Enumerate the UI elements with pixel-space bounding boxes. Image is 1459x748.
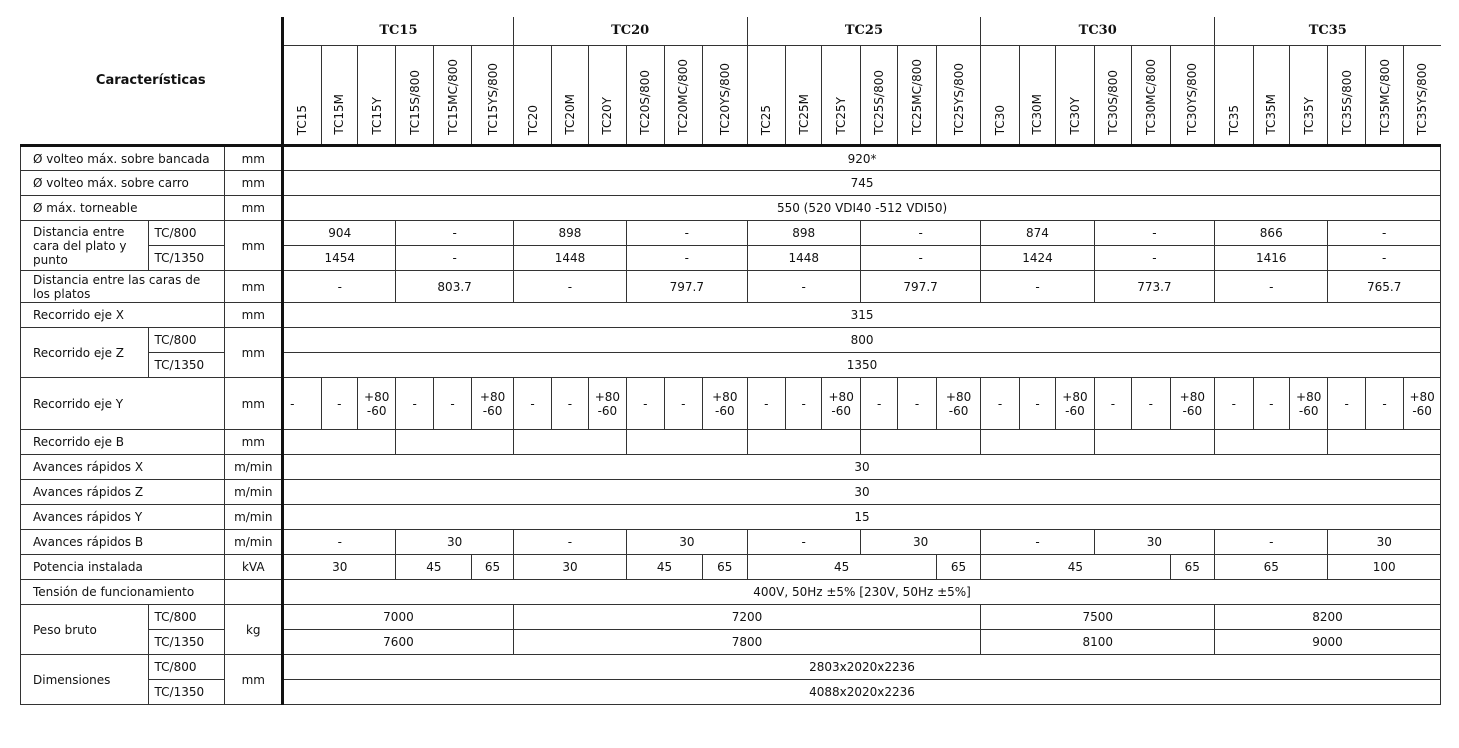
- cell-value: 30: [396, 530, 513, 555]
- table-row: [21, 530, 1441, 555]
- row-unit: kg: [225, 605, 283, 655]
- row-label: Recorrido eje X: [21, 303, 225, 328]
- cell-value: -: [981, 378, 1019, 430]
- model-header: TC25S/800: [860, 46, 897, 146]
- cell-value: -: [898, 378, 936, 430]
- cell-value: 898: [747, 221, 860, 246]
- row-label: Peso bruto: [21, 605, 149, 655]
- group-header: TC15: [283, 17, 514, 46]
- cell-value: -: [860, 378, 897, 430]
- cell-value: 100: [1328, 555, 1441, 580]
- model-header: TC30: [981, 46, 1019, 146]
- cell-value: -: [860, 221, 980, 246]
- row-label: Avances rápidos Z: [21, 480, 225, 505]
- table-row: [21, 480, 1441, 505]
- cell-value: -: [747, 378, 785, 430]
- table-row: [21, 378, 1441, 430]
- cell-value: -: [513, 530, 626, 555]
- cell-value: 30: [283, 555, 396, 580]
- table-row: [21, 146, 1441, 171]
- table-row: [21, 580, 1441, 605]
- cell-value: -: [1253, 378, 1289, 430]
- table-row: [21, 505, 1441, 530]
- cell-value: 30: [283, 455, 1441, 480]
- model-header: TC25M: [786, 46, 822, 146]
- model-header: TC15Y: [357, 46, 395, 146]
- cell-value: -: [513, 378, 551, 430]
- row-label: Recorrido eje B: [21, 430, 225, 455]
- cell-value: -: [1094, 378, 1131, 430]
- row-sublabel: TC/800: [148, 328, 225, 353]
- cell-value: 30: [1094, 530, 1214, 555]
- cell-value: [747, 430, 860, 455]
- model-header: TC20Y: [588, 46, 626, 146]
- model-header: TC35M: [1253, 46, 1289, 146]
- row-unit: m/min: [225, 530, 283, 555]
- table-row: [21, 328, 1441, 353]
- row-unit: mm: [225, 146, 283, 171]
- model-header: TC35MC/800: [1365, 46, 1403, 146]
- cell-value: -: [396, 378, 433, 430]
- row-sublabel: TC/1350: [148, 353, 225, 378]
- model-header: TC15MC/800: [433, 46, 471, 146]
- cell-value: -: [981, 530, 1094, 555]
- row-unit: m/min: [225, 455, 283, 480]
- cell-value: 30: [860, 530, 980, 555]
- table-row: [21, 455, 1441, 480]
- cell-value: 1350: [283, 353, 1441, 378]
- group-header: TC25: [747, 17, 981, 46]
- row-sublabel: TC/1350: [148, 246, 225, 271]
- cell-value: -: [747, 271, 860, 303]
- cell-value: +80 -60: [936, 378, 981, 430]
- cell-value: -: [627, 246, 747, 271]
- model-header: TC30Y: [1056, 46, 1094, 146]
- cell-value: 898: [513, 221, 626, 246]
- cell-value: 45: [627, 555, 703, 580]
- row-sublabel: TC/1350: [148, 630, 225, 655]
- table-row: [21, 555, 1441, 580]
- cell-value: 65: [936, 555, 981, 580]
- model-header: TC15S/800: [396, 46, 433, 146]
- group-header: TC35: [1215, 17, 1441, 46]
- table-row: [21, 171, 1441, 196]
- cell-value: -: [1094, 246, 1214, 271]
- model-header: TC35S/800: [1328, 46, 1365, 146]
- cell-value: 797.7: [627, 271, 747, 303]
- cell-value: 9000: [1215, 630, 1441, 655]
- cell-value: +80 -60: [1056, 378, 1094, 430]
- cell-value: 8200: [1215, 605, 1441, 630]
- model-header: TC25YS/800: [936, 46, 981, 146]
- row-sublabel: TC/1350: [148, 680, 225, 705]
- table-title: Características: [21, 17, 283, 146]
- cell-value: [283, 430, 396, 455]
- row-sublabel: TC/800: [148, 605, 225, 630]
- row-unit: mm: [225, 378, 283, 430]
- cell-value: +80 -60: [1170, 378, 1215, 430]
- cell-value: [981, 430, 1094, 455]
- cell-value: -: [396, 246, 513, 271]
- row-unit: mm: [225, 221, 283, 271]
- cell-value: 1448: [747, 246, 860, 271]
- model-header: TC20M: [552, 46, 588, 146]
- row-unit: [225, 580, 283, 605]
- cell-value: 30: [627, 530, 747, 555]
- model-header: TC15: [283, 46, 321, 146]
- cell-value: [1215, 430, 1328, 455]
- model-header: TC15YS/800: [472, 46, 513, 146]
- cell-value: 2803x2020x2236: [283, 655, 1441, 680]
- row-unit: m/min: [225, 480, 283, 505]
- row-unit: kVA: [225, 555, 283, 580]
- cell-value: 874: [981, 221, 1094, 246]
- row-unit: mm: [225, 303, 283, 328]
- cell-value: -: [860, 246, 980, 271]
- cell-value: -: [786, 378, 822, 430]
- cell-value: 400V, 50Hz ±5% [230V, 50Hz ±5%]: [283, 580, 1441, 605]
- model-header: TC35: [1215, 46, 1253, 146]
- cell-value: +80 -60: [1404, 378, 1441, 430]
- row-label: Recorrido eje Z: [21, 328, 149, 378]
- cell-value: -: [1328, 246, 1441, 271]
- table-row: [21, 605, 1441, 630]
- cell-value: -: [1215, 378, 1253, 430]
- row-unit: mm: [225, 171, 283, 196]
- group-header: TC30: [981, 17, 1215, 46]
- cell-value: 7000: [283, 605, 514, 630]
- cell-value: -: [1019, 378, 1055, 430]
- cell-value: +80 -60: [1289, 378, 1327, 430]
- row-sublabel: TC/800: [148, 221, 225, 246]
- table-row: [21, 221, 1441, 246]
- model-header: TC20: [513, 46, 551, 146]
- model-header: TC30MC/800: [1132, 46, 1170, 146]
- model-header: TC25: [747, 46, 785, 146]
- cell-value: -: [1215, 530, 1328, 555]
- cell-value: -: [283, 530, 396, 555]
- cell-value: 803.7: [396, 271, 513, 303]
- cell-value: -: [513, 271, 626, 303]
- row-label: Dimensiones: [21, 655, 149, 705]
- cell-value: 45: [747, 555, 936, 580]
- cell-value: 315: [283, 303, 1441, 328]
- cell-value: 765.7: [1328, 271, 1441, 303]
- cell-value: 745: [283, 171, 1441, 196]
- cell-value: 7600: [283, 630, 514, 655]
- cell-value: -: [1094, 221, 1214, 246]
- cell-value: 30: [1328, 530, 1441, 555]
- cell-value: -: [627, 378, 664, 430]
- cell-value: 65: [1170, 555, 1215, 580]
- cell-value: -: [1215, 271, 1328, 303]
- cell-value: [1094, 430, 1214, 455]
- cell-value: [1328, 430, 1441, 455]
- cell-value: 1424: [981, 246, 1094, 271]
- cell-value: 8100: [981, 630, 1215, 655]
- cell-value: -: [433, 378, 471, 430]
- row-label: Avances rápidos X: [21, 455, 225, 480]
- row-label: Recorrido eje Y: [21, 378, 225, 430]
- cell-value: 7800: [513, 630, 981, 655]
- cell-value: -: [283, 378, 321, 430]
- model-header: TC30YS/800: [1170, 46, 1215, 146]
- model-header: TC25MC/800: [898, 46, 936, 146]
- cell-value: 800: [283, 328, 1441, 353]
- table-row: [21, 196, 1441, 221]
- row-label: Distancia entre las caras de los platos: [21, 271, 225, 303]
- cell-value: 866: [1215, 221, 1328, 246]
- cell-value: 7200: [513, 605, 981, 630]
- row-sublabel: TC/800: [148, 655, 225, 680]
- table-row: [21, 655, 1441, 680]
- row-label: Ø volteo máx. sobre bancada: [21, 146, 225, 171]
- cell-value: +80 -60: [703, 378, 748, 430]
- row-unit: mm: [225, 655, 283, 705]
- row-label: Tensión de funcionamiento: [21, 580, 225, 605]
- cell-value: 920*: [283, 146, 1441, 171]
- model-header: TC30S/800: [1094, 46, 1131, 146]
- model-header: TC30M: [1019, 46, 1055, 146]
- model-header: TC35YS/800: [1404, 46, 1441, 146]
- group-header: TC20: [513, 17, 747, 46]
- cell-value: +80 -60: [472, 378, 513, 430]
- model-header: TC20YS/800: [703, 46, 748, 146]
- cell-value: -: [1365, 378, 1403, 430]
- cell-value: 1448: [513, 246, 626, 271]
- cell-value: 550 (520 VDI40 -512 VDI50): [283, 196, 1441, 221]
- model-header: TC35Y: [1289, 46, 1327, 146]
- cell-value: [396, 430, 513, 455]
- cell-value: -: [1328, 221, 1441, 246]
- cell-value: [627, 430, 747, 455]
- spec-table: [20, 17, 1441, 705]
- table-row: [21, 430, 1441, 455]
- cell-value: -: [1132, 378, 1170, 430]
- cell-value: -: [321, 378, 357, 430]
- cell-value: -: [1328, 378, 1365, 430]
- row-unit: mm: [225, 430, 283, 455]
- row-unit: m/min: [225, 505, 283, 530]
- cell-value: 904: [283, 221, 396, 246]
- cell-value: [513, 430, 626, 455]
- table-row: [21, 303, 1441, 328]
- cell-value: 773.7: [1094, 271, 1214, 303]
- row-unit: mm: [225, 271, 283, 303]
- model-header: TC20S/800: [627, 46, 664, 146]
- cell-value: 65: [472, 555, 513, 580]
- cell-value: 1416: [1215, 246, 1328, 271]
- cell-value: -: [664, 378, 702, 430]
- model-header: TC15M: [321, 46, 357, 146]
- cell-value: -: [283, 271, 396, 303]
- cell-value: 65: [703, 555, 748, 580]
- model-header: TC25Y: [822, 46, 860, 146]
- cell-value: 1454: [283, 246, 396, 271]
- cell-value: 4088x2020x2236: [283, 680, 1441, 705]
- cell-value: 30: [283, 480, 1441, 505]
- row-label: Ø volteo máx. sobre carro: [21, 171, 225, 196]
- cell-value: -: [396, 221, 513, 246]
- row-label: Ø máx. torneable: [21, 196, 225, 221]
- cell-value: 30: [513, 555, 626, 580]
- cell-value: 45: [981, 555, 1170, 580]
- row-unit: mm: [225, 328, 283, 378]
- cell-value: +80 -60: [822, 378, 860, 430]
- cell-value: 7500: [981, 605, 1215, 630]
- cell-value: -: [627, 221, 747, 246]
- row-unit: mm: [225, 196, 283, 221]
- cell-value: -: [981, 271, 1094, 303]
- row-label: Avances rápidos Y: [21, 505, 225, 530]
- table-row: [21, 271, 1441, 303]
- cell-value: -: [747, 530, 860, 555]
- cell-value: 15: [283, 505, 1441, 530]
- row-label: Distancia entre cara del plato y punto: [21, 221, 149, 271]
- cell-value: -: [552, 378, 588, 430]
- model-header: TC20MC/800: [664, 46, 702, 146]
- cell-value: +80 -60: [357, 378, 395, 430]
- cell-value: +80 -60: [588, 378, 626, 430]
- cell-value: 65: [1215, 555, 1328, 580]
- row-label: Avances rápidos B: [21, 530, 225, 555]
- row-label: Potencia instalada: [21, 555, 225, 580]
- cell-value: [860, 430, 980, 455]
- cell-value: 45: [396, 555, 472, 580]
- cell-value: 797.7: [860, 271, 980, 303]
